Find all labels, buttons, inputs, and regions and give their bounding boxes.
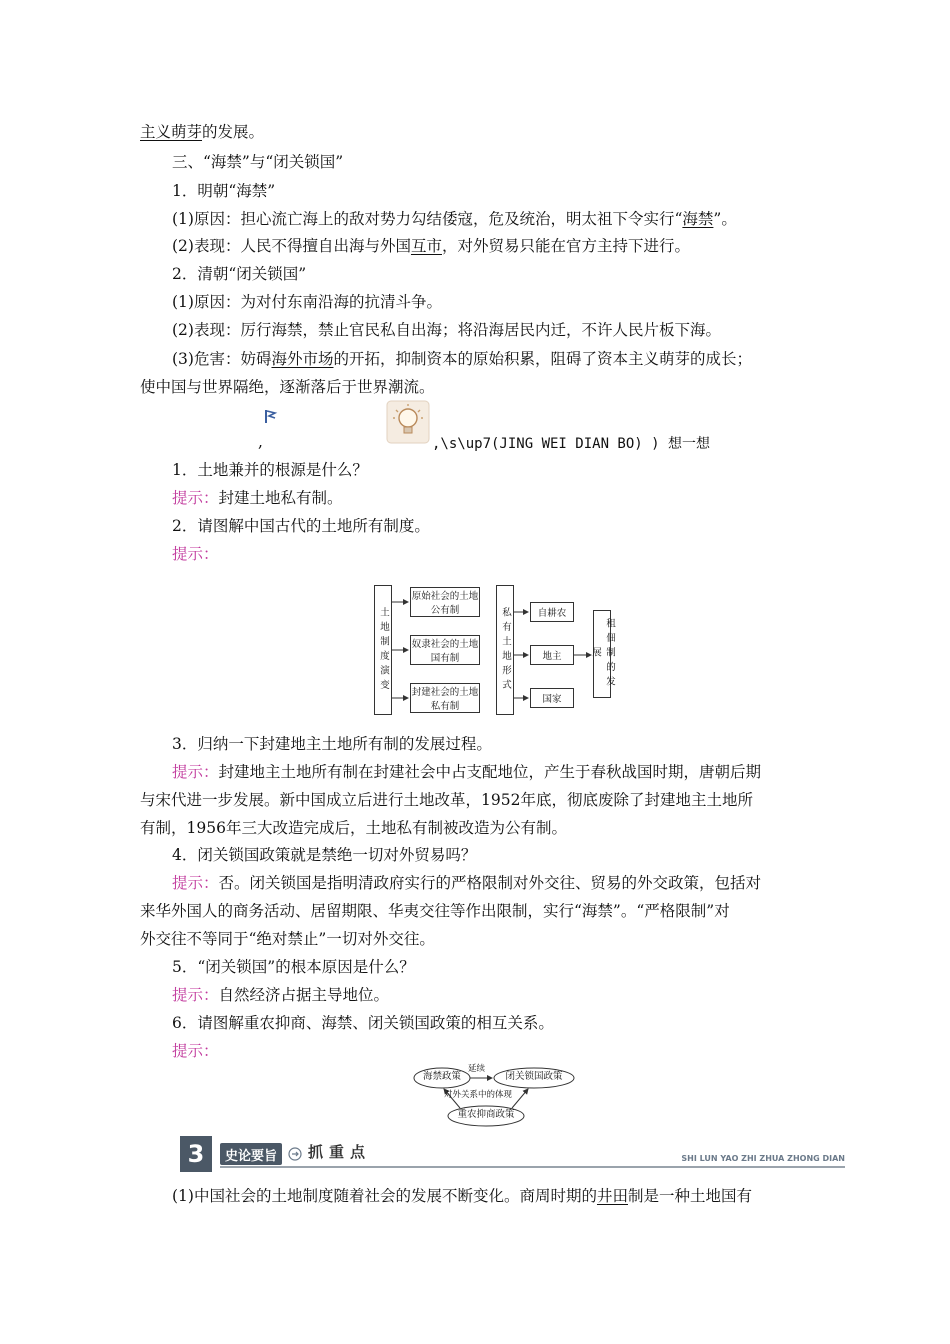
heading-field-code: ,\s\up7(JING WEI DIAN BO) ) 想一想 xyxy=(432,436,711,452)
answer-text: 自然经济占据主导地位。 xyxy=(218,986,390,1004)
diagram-right-label: 租佃制的发展 xyxy=(593,610,611,698)
diagram-box-slavery: 奴隶社会的土地国有制 xyxy=(410,635,480,665)
answer-3-line2: 与宋代进一步发展。新中国成立后进行土地改革，1952年底，彻底废除了封建地主土地所 xyxy=(140,791,753,809)
text-line: (1)原因：为对付东南沿海的抗清斗争。 xyxy=(172,293,442,311)
text-span: (3)危害：妨碍 xyxy=(172,350,272,368)
question-1: 1．土地兼并的根源是什么？ xyxy=(172,461,368,479)
diagram-box-feudal: 封建社会的土地私有制 xyxy=(410,683,480,713)
text-line: 使中国与世界隔绝，逐渐落后于世界潮流。 xyxy=(140,378,435,396)
section-english: SHI LUN YAO ZHI ZHUA ZHONG DIAN xyxy=(681,1154,845,1163)
policy-node-haijin: 海禁政策 xyxy=(422,1071,461,1082)
text-span: (1)原因：担心流亡海上的敌对势力勾结倭寇，危及统治，明太祖下令实行“ xyxy=(172,210,683,228)
diagram-form-state: 国家 xyxy=(530,688,574,708)
text-span: ，对外贸易只能在官方主持下进行。 xyxy=(441,237,690,255)
policy-node-biguan: 闭关锁国政策 xyxy=(505,1071,563,1082)
heading-comma: , xyxy=(258,433,263,451)
diagram-private-label: 私有土地形式 xyxy=(496,585,514,715)
answer-text: 封建地主土地所有制在封建社会中占支配地位，产生于春秋战国时期，唐朝后期 xyxy=(218,763,762,781)
answer-3-line1 xyxy=(172,762,761,782)
question-5: 5．“闭关锁国”的根本原因是什么？ xyxy=(172,958,415,976)
section-title: 史论要旨 xyxy=(220,1143,282,1165)
text-line: (2)表现：厉行海禁，禁止官民私自出海；将沿海居民内迁，不许人民片板下海。 xyxy=(172,321,721,339)
subheading: 2．清朝“闭关锁国” xyxy=(172,265,307,283)
hint-text: 提示： xyxy=(172,545,219,563)
answer-text: 封建土地私有制。 xyxy=(218,489,343,507)
diagram-form-self: 自耕农 xyxy=(530,602,574,622)
text-span: (1)中国社会的土地制度随着社会的发展不断变化。商周时期的 xyxy=(172,1187,597,1205)
underlined-term: 海外市场 xyxy=(271,350,334,368)
hint-label: 提示： xyxy=(172,763,219,781)
policy-edge-reflection: 对外关系中的体现 xyxy=(444,1090,513,1100)
diagram-box-primitive: 原始社会的土地公有制 xyxy=(410,587,480,617)
underlined-term: 井田 xyxy=(596,1187,628,1205)
policy-edge-continue: 延续 xyxy=(468,1064,486,1074)
hint-label: 提示： xyxy=(172,986,219,1004)
question-4: 4．闭关锁国政策就是禁绝一切对外贸易吗？ xyxy=(172,846,477,864)
text-span: (2)表现：人民不得擅自出海与外国 xyxy=(172,237,411,255)
section-number: 3 xyxy=(180,1136,212,1172)
subheading: 1．明朝“海禁” xyxy=(172,182,276,200)
diagram-form-landlord: 地主 xyxy=(530,645,574,665)
answer-4-line2: 来华外国人的商务活动、居留期限、华夷交往等作出限制，实行“海禁”。“严格限制”对 xyxy=(140,902,730,920)
question-2: 2．请图解中国古代的土地所有制度。 xyxy=(172,517,430,535)
section-banner xyxy=(180,1136,845,1172)
section-heading: 三、“海禁”与“闭关锁国” xyxy=(172,153,344,171)
answer-4-line1 xyxy=(172,873,761,893)
underlined-term: 主义萌芽 xyxy=(140,123,203,141)
question-6: 6．请图解重农抑商、海禁、闭关锁国政策的相互关系。 xyxy=(172,1014,554,1032)
text-span: 的开拓，抑制资本的原始积累，阻碍了资本主义萌芽的成长； xyxy=(333,350,752,368)
policy-node-zhongnong: 重农抑商政策 xyxy=(457,1109,515,1120)
text-span: 的发展。 xyxy=(202,123,265,141)
answer-3-line3: 有制，1956年三大改造完成后，土地私有制被改造为公有制。 xyxy=(140,819,567,837)
hint-label: 提示： xyxy=(172,489,219,507)
hint-text: 提示： xyxy=(172,1042,219,1060)
hint-label: 提示： xyxy=(172,874,219,892)
answer-text: 否。闭关锁国是指明清政府实行的严格限制对外交往、贸易的外交政策，包括对 xyxy=(218,874,762,892)
question-3: 3．归纳一下封建地主土地所有制的发展过程。 xyxy=(172,735,492,753)
text-span: 制是一种土地国有 xyxy=(627,1187,752,1205)
text-span: ”。 xyxy=(713,210,737,228)
answer-4-line3: 外交往不等同于“绝对禁止”一切对外交往。 xyxy=(140,930,435,948)
text-line xyxy=(172,1186,752,1206)
circle-arrow-icon xyxy=(288,1147,302,1161)
hint-label xyxy=(172,1041,219,1061)
section-subtitle: 抓重点 xyxy=(308,1143,372,1161)
answer-5 xyxy=(172,985,389,1005)
section-rule xyxy=(220,1166,845,1168)
underlined-term: 海禁 xyxy=(682,210,714,228)
underlined-term: 互市 xyxy=(410,237,442,255)
diagram-left-label: 土地制度演变 xyxy=(374,585,392,715)
